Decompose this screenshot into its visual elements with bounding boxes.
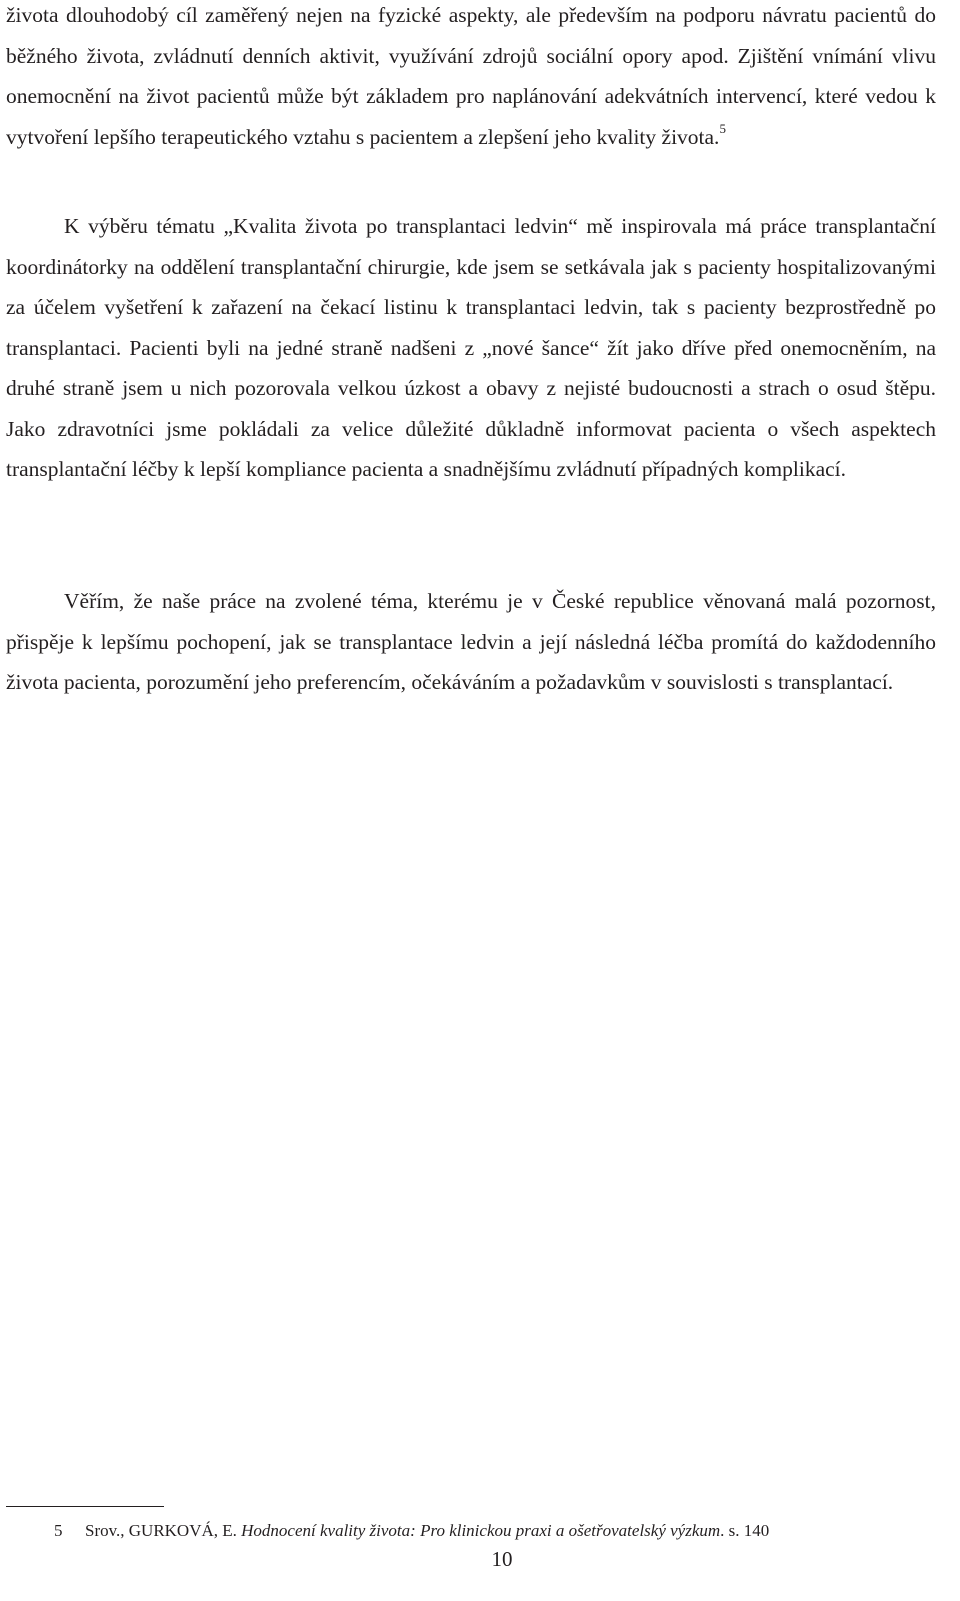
page-number: 10 <box>491 1547 513 1571</box>
footnote-divider <box>6 1506 164 1507</box>
footnote-number: 5 <box>54 1521 63 1540</box>
paragraph-3: Věřím, že naše práce na zvolené téma, kterému je v České republice věnovaná malá pozornost, přispěje k lepšímu pochopení, jak se transplantace ledvin a její následná léčba promítá do každodenního života pacienta, porozumění jeho preferencím, očekáváním a požadavkům v souvislosti s transplantací. <box>6 589 936 694</box>
footnote-title: Hodnocení kvality života: Pro klinickou praxi a ošetřovatelský výzkum <box>241 1521 721 1540</box>
footnote-prefix: Srov., GURKOVÁ, E. <box>85 1521 242 1540</box>
paragraph-2: K výběru tématu „Kvalita života po transplantaci ledvin“ mě inspirovala má práce transplantační koordinátorky na oddělení transplantační chirurgie, kde jsem se setkávala jak s pacienty hospitalizovanými za účelem vyšetření k zařazení na čekací listinu k transplantaci ledvin, tak s pacienty bezprostředně po transplantaci. Pacienti byli na jedné straně nadšeni z „nové šance“ žít jako dříve před onemocněním, na druhé straně jsem u nich pozorovala velkou úzkost a obavy z nejisté budoucnosti a strach o osud štěpu. Jako zdravotníci jsme pokládali za velice důležité důkladně informovat pacienta o všech aspektech transplantační léčby k lepší kompliance pacienta a snadnějšímu zvládnutí případných komplikací. <box>6 214 936 481</box>
footnote <box>54 1520 934 1542</box>
paragraph-1-text: života dlouhodobý cíl zaměřený nejen na fyzické aspekty, ale především na podporu návratu pacientů do běžného života, zvládnutí denních aktivit, využívání zdrojů sociální opory apod. Zjištění vnímání vlivu onemocnění na život pacientů může být základem pro naplánování adekvátních intervencí, které vedou k vytvoření lepšího terapeutického vztahu s pacientem a zlepšení jeho kvality života. <box>6 3 936 149</box>
paragraph-1 <box>6 0 936 157</box>
footnote-suffix: . s. 140 <box>720 1521 770 1540</box>
footnote-reference[interactable]: 5 <box>719 121 726 137</box>
